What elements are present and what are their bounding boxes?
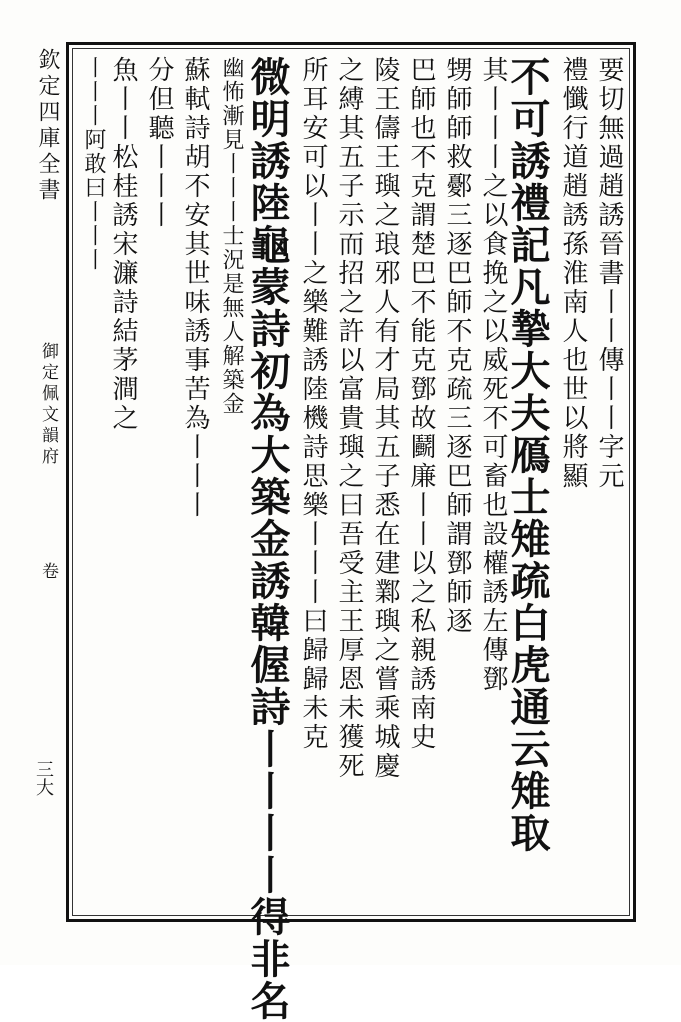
volume-title: 御定佩文韻府 (38, 342, 58, 468)
text-column: 魚丨丨松桂誘宋濂詩結茅澗之 (108, 56, 138, 433)
text-column: 分但聽丨丨丨 (144, 56, 174, 230)
text-column: 其丨丨丨之以食挽之以威死不可畜也設權誘左傳鄧 (478, 56, 508, 694)
book-title: 欽定四庫全書 (35, 48, 60, 204)
text-column: 禮懺行道趙誘孫淮南人也世以將顯 (558, 56, 588, 491)
page-number: 三大 (33, 760, 54, 796)
text-column: 幽怖漸見丨丨丨士況是無人解築金 (219, 56, 244, 416)
text-column: 丨丨丨阿敢曰丨丨丨 (81, 56, 106, 272)
text-column: 所耳安可以丨丨之樂難誘陸機詩思樂丨丨丨曰歸歸未克 (298, 56, 328, 752)
text-column: 蘇軾詩胡不安其世味誘事苦為丨丨丨 (180, 56, 210, 520)
text-column: 要切無過趙誘晉書丨丨傳丨丨字元 (594, 56, 624, 491)
section-label: 卷 (38, 562, 58, 583)
text-column: 巴師也不克謂楚巴不能克鄧故鬬廉丨丨以之私親誘南史 (406, 56, 436, 752)
text-column: 之縛其五子示而招之許以富貴璵之曰吾受主王厚恩未獲死 (334, 56, 364, 781)
text-column: 甥師師救鄾三逐巴師不克疏三逐巴師謂鄧師逐 (442, 56, 472, 636)
text-column: 不可誘禮記凡摯大夫鴈士雉疏白虎通云雉取 (504, 56, 551, 854)
text-column: 陵王儔王璵之琅邪人有才局其五子悉在建鄴璵之嘗乘城慶 (370, 56, 400, 781)
text-column: 微明誘陸龜蒙詩初為大築金誘韓偓詩丨丨丨丨得非名 (244, 56, 291, 1022)
